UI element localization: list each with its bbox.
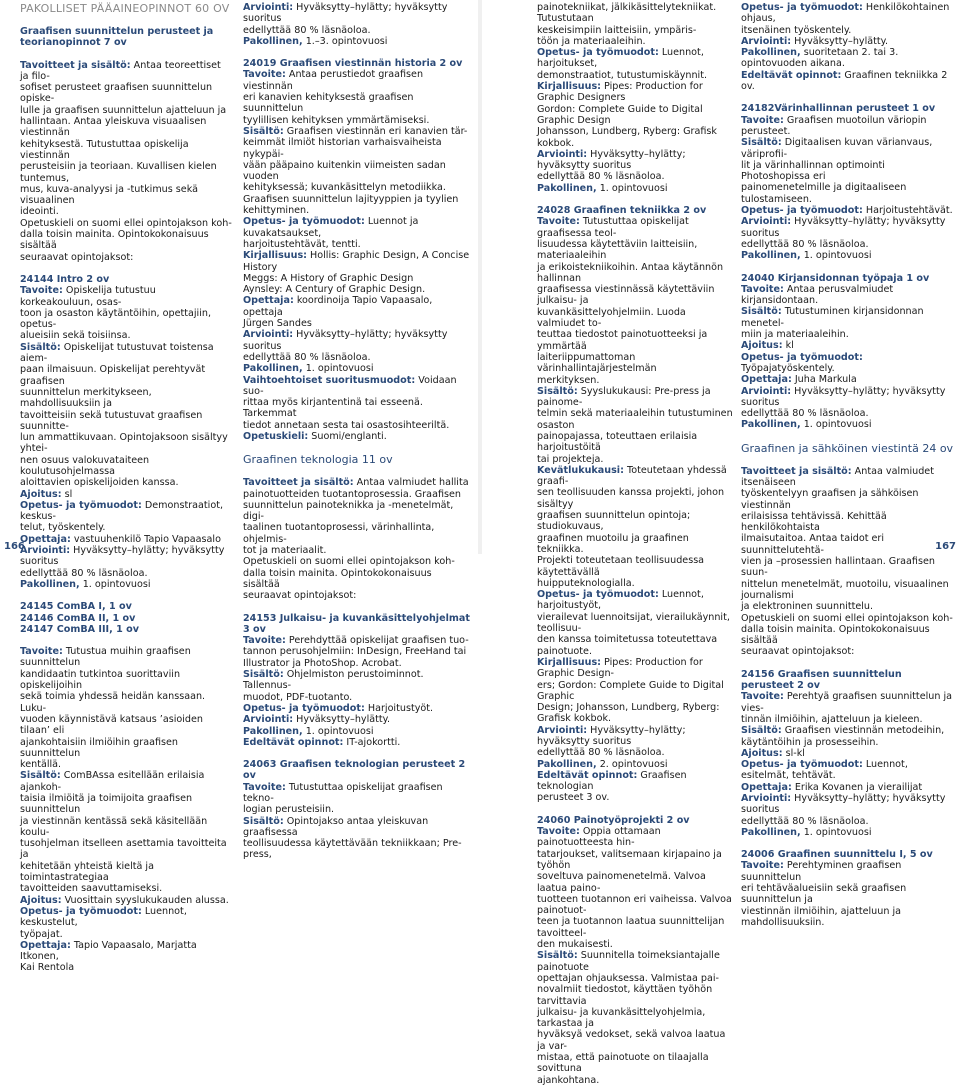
body-line: muodot, PDF-tuotanto. bbox=[243, 691, 353, 703]
body-line: sofiset perusteet graafisen suunnittelun opiske- bbox=[20, 82, 213, 105]
page-number-right: 167 bbox=[935, 541, 956, 552]
spacer bbox=[741, 262, 956, 273]
body-line: edellyttää 80 % läsnäoloa. bbox=[741, 408, 869, 420]
body-line: Tavoite: Tutustua muihin graafisen suunnittelun bbox=[20, 646, 191, 669]
body-line: Ajoitus: kl bbox=[741, 340, 794, 352]
body-line: Ajoitus: Vuosittain syyslukukauden alussa. bbox=[20, 894, 229, 906]
body-line: edellyttää 80 % läsnäoloa. bbox=[537, 747, 665, 759]
body-line: Jürgen Sandes bbox=[243, 318, 312, 330]
body-line: Graafisen suunnittelun lajityyppien ja tyylien bbox=[243, 193, 459, 205]
body-line: perusteisiin ja teoriaan. Kuvallisen kielen tuntemus, bbox=[20, 161, 217, 184]
body-line: Pakollinen, 1. opintovuosi bbox=[20, 578, 151, 590]
course-heading: 24156 Graafisen suunnittelun perusteet 2 ov bbox=[741, 668, 902, 692]
body-line: edellyttää 80 % läsnäoloa. bbox=[741, 238, 869, 250]
body-line: Kirjallisuus: Hollis: Graphic Design, A Concise History bbox=[243, 250, 470, 273]
course-heading: 24028 Graafinen tekniikka 2 ov bbox=[537, 205, 707, 217]
body-line: eri tehtäväalueisiin sekä graafisen suunnittelun ja bbox=[741, 883, 907, 906]
body-line: vierailevat luennoitsijat, vierailukäynnit, teollisuu- bbox=[537, 611, 730, 635]
body-line: telmin sekä materiaaleihin tutustuminen osaston bbox=[537, 408, 733, 431]
body-line: harjoitustehtävät, tentti. bbox=[243, 238, 361, 250]
body-line: Tavoite: Tutustuttaa opiskelijat graafisen tekno- bbox=[243, 781, 443, 804]
body-line: tai projekteja. bbox=[537, 453, 604, 465]
body-line: paan ilmaisuun. Opiskelijat perehtyvät graafisen bbox=[20, 364, 206, 387]
body-line: eri kanavien kehityksestä graafisen suunnittelun bbox=[243, 92, 414, 115]
course-heading: 24145 ComBA I, 1 ov bbox=[20, 601, 132, 613]
body-line: Arviointi: Hyväksytty–hylätty. bbox=[243, 714, 391, 726]
body-line: työpajat. bbox=[20, 928, 63, 940]
body-line: tatarjoukset, valitsemaan kirjapaino ja työhön bbox=[537, 848, 722, 871]
body-line: keskeisimpiin laitteisiin, ympäris- bbox=[537, 24, 697, 36]
body-line: Pakollinen, 1. opintovuosi bbox=[537, 182, 668, 194]
spacer bbox=[243, 748, 471, 759]
body-line: den mukaisesti. bbox=[537, 939, 613, 951]
body-line: edellyttää 80 % läsnäoloa. bbox=[20, 567, 148, 579]
course-heading: 24040 Kirjansidonnan työpaja 1 ov bbox=[741, 272, 930, 284]
subsection-title: Graafinen ja sähköinen viestintä 24 ov bbox=[741, 441, 954, 455]
body-line: Opetus- ja työmuodot: Luennot, harjoitukset, bbox=[537, 47, 704, 70]
body-line: lisuudessa käytettäviin laitteisiin, materiaaleihin bbox=[537, 238, 698, 262]
body-line: teuttaa tiedostot painotuotteeksi ja ymmärtää bbox=[537, 329, 708, 352]
body-line: Tavoite: Tutustuttaa opiskelijat graafisessa teol- bbox=[537, 216, 689, 239]
body-line: Gordon: Complete Guide to Digital Graphic Design bbox=[537, 103, 703, 126]
body-line: Opettaja: koordinoija Tapio Vapaasalo, opettaja bbox=[243, 295, 433, 318]
body-line: edellyttää 80 % läsnäoloa. bbox=[537, 171, 665, 183]
body-line: Pakollinen, 1. opintovuosi bbox=[243, 363, 374, 375]
body-line: töön ja materiaaleihin. bbox=[537, 35, 646, 47]
body-line: työskentelyyn graafisen ja sähköisen viestinnän bbox=[741, 488, 919, 511]
body-line: Opetus- ja työmuodot: Demonstraatiot, keskus- bbox=[20, 499, 224, 523]
body-line: ajankohtaisiin ilmiöihin graafisen suunnittelun bbox=[20, 736, 179, 759]
body-line: Kai Rentola bbox=[20, 962, 75, 974]
body-line: Ajoitus: sl-kl bbox=[741, 747, 805, 759]
course-heading: 24019 Graafisen viestinnän historia 2 ov bbox=[243, 58, 463, 70]
body-line: mistaa, että painotuote on tilaajalla sovittuna bbox=[537, 1052, 709, 1075]
body-line: Arviointi: Hyväksytty–hylätty; hyväksytty suoritus bbox=[741, 216, 946, 239]
left-column-2 bbox=[243, 2, 471, 861]
body-line: graafisen suunnittelun opintoja; studiokuvaus, bbox=[537, 510, 691, 533]
body-line: Projekti toteutetaan teollisuudessa käytettävällä bbox=[537, 555, 705, 578]
spacer bbox=[243, 602, 471, 613]
body-line: Tavoite: Graafisen muotoilun väriopin perusteet. bbox=[741, 114, 927, 137]
body-line: ers; Gordon: Complete Guide to Digital Graphic bbox=[537, 679, 724, 702]
body-line: kehittyminen. bbox=[243, 205, 310, 217]
spacer bbox=[20, 590, 232, 601]
body-line: Opetus- ja työmuodot: Harjoitustyöt. bbox=[243, 702, 434, 714]
body-line: ideointi. bbox=[20, 206, 59, 218]
course-heading: 24182Värinhallinnan perusteet 1 ov bbox=[741, 103, 936, 115]
body-line: vuoden käynnistävä katsaus ’asioiden tilaan’ eli bbox=[20, 713, 203, 737]
body-line: kehityksessä; kuvankäsittelyn metodiikka. bbox=[243, 182, 446, 194]
body-line: sekä toimia yhdessä heidän kanssaan. Luku- bbox=[20, 691, 206, 714]
body-line: käytäntöihin ja prosesseihin. bbox=[741, 736, 879, 748]
body-line: nittelun menetelmät, muotoilu, visuaalinen journalismi bbox=[741, 578, 949, 601]
spacer bbox=[741, 838, 956, 849]
body-line: viestinnän ilmiöihin, ajatteluun ja mahdollisuuksiin. bbox=[741, 905, 901, 928]
body-line: graafinen muotoilu ja graafinen tekniikka. bbox=[537, 532, 689, 555]
body-line: seuraavat opintojaksot: bbox=[20, 251, 134, 263]
body-line: tannon perusohjelmiin: InDesign, FreeHand tai bbox=[243, 646, 467, 658]
body-line: rittaa myös kirjantentinä tai esseenä. Tarkemmat bbox=[243, 397, 423, 420]
body-line: suunnittelun painoteknikka ja -menetelmät, digi- bbox=[243, 499, 454, 523]
body-line: Opetus- ja työmuodot: Luennot ja kuvakatsaukset, bbox=[243, 216, 419, 239]
body-line: Sisältö: Ohjelmiston perustoiminnot. Tallennus- bbox=[243, 669, 424, 692]
body-line: Edeltävät opinnot: IT-ajokortti. bbox=[243, 736, 401, 748]
spacer bbox=[537, 804, 735, 815]
course-heading: 24144 Intro 2 ov bbox=[20, 273, 110, 285]
body-line: tavoitteiden saavuttamiseksi. bbox=[20, 883, 163, 895]
body-line: itsenäinen työskentely. bbox=[741, 24, 852, 36]
body-line: erilaisissa tehtävissä. Kehittää henkilökohtaista bbox=[741, 510, 887, 534]
body-line: vään pääpaino kuitenkin viimeisten sadan vuoden bbox=[243, 159, 446, 183]
body-line: Opetuskieli on suomi ellei opintojakson koh- bbox=[20, 217, 232, 229]
body-line: Sisältö: Digitaalisen kuvan värianvaus, väriprofii- bbox=[741, 137, 933, 160]
body-line: Sisältö: Graafisen viestinnän metodeihin, bbox=[741, 725, 945, 737]
body-line: Sisältö: Opintojakso antaa yleiskuvan graafisessa bbox=[243, 815, 429, 838]
body-line: Ajoitus: sl bbox=[20, 488, 73, 500]
spacer bbox=[741, 92, 956, 103]
body-line: Tavoite: Opiskelija tutustuu korkeakouluun, osas- bbox=[20, 285, 156, 308]
left-page bbox=[0, 0, 478, 974]
body-line: lulle ja graafisen suunnittelun ajatteluun ja bbox=[20, 104, 227, 116]
body-line: merkityksen. bbox=[537, 374, 600, 386]
spacer bbox=[741, 431, 956, 442]
body-line: julkaisu- ja kuvankäsittelyohjelmia, tarkastaa ja bbox=[537, 1006, 706, 1030]
body-line: Vaihtoehtoiset suoritusmuodot: Voidaan suo- bbox=[243, 374, 457, 397]
spacer bbox=[741, 658, 956, 669]
body-line: tyylillisen kehityksen ymmärtämiseksi. bbox=[243, 114, 430, 126]
body-line: Edeltävät opinnot: Graafinen tekniikka 2 ov. bbox=[741, 69, 948, 93]
body-line: opettajan ohjauksessa. Valmistaa pai- bbox=[537, 972, 719, 984]
body-line: Opetus- ja työmuodot: Henkilökohtainen ohjaus, bbox=[741, 2, 950, 25]
course-heading: 24060 Painotyöprojekti 2 ov bbox=[537, 814, 690, 826]
body-line: taisia ilmiöitä ja toimijoita graafisen suunnittelun bbox=[20, 793, 193, 816]
body-line: graafisessa viestinnässä käytettäviin julkaisu- ja bbox=[537, 284, 715, 307]
body-line: Tavoite: Perehtyä graafisen suunnittelun ja vies- bbox=[741, 691, 953, 714]
body-line: Arviointi: Hyväksytty–hylätty; hyväksytty suoritus bbox=[243, 329, 448, 352]
body-line: taalinen tuotantoprosessi, värinhallinta, ohjelmis- bbox=[243, 522, 435, 545]
body-line: lun ammattikuvaan. Opintojaksoon sisältyy yhtei- bbox=[20, 432, 228, 455]
course-heading: 24063 Graafisen teknologian perusteet 2 ov bbox=[243, 759, 466, 782]
body-line: ilmaisutaitoa. Antaa taidot eri suunnittelutehtä- bbox=[741, 533, 885, 556]
body-line: Opettaja: Juha Markula bbox=[741, 374, 857, 386]
body-line: seuraavat opintojaksot: bbox=[243, 590, 357, 602]
body-line: edellyttää 80 % läsnäoloa. bbox=[243, 351, 371, 363]
body-line: Opettaja: Erika Kovanen ja vierailijat bbox=[741, 781, 923, 793]
body-line: alueisiin sekä toisiinsa. bbox=[20, 330, 131, 342]
body-line: tot ja materiaalit. bbox=[243, 545, 327, 557]
body-line: telut, työskentely. bbox=[20, 522, 106, 534]
body-line: Tavoitteet ja sisältö: Antaa teoreettiset ja filo- bbox=[20, 59, 221, 82]
body-line: Tavoitteet ja sisältö: Antaa valmiudet hallita bbox=[243, 477, 469, 489]
body-line: Edeltävät opinnot: Graafisen teknologian bbox=[537, 769, 687, 793]
body-line: Tavoite: Oppia ottamaan painotuotteesta hin- bbox=[537, 826, 661, 849]
body-line: Opetus- ja työmuodot: Luennot, esitelmät, tehtävät. bbox=[741, 759, 908, 782]
body-line: Arviointi: Hyväksytty–hylätty; hyväksytty suoritus bbox=[537, 148, 686, 172]
body-line: Design; Johansson, Lundberg, Ryberg: Grafisk kokbok. bbox=[537, 702, 720, 725]
body-line: laiteriippumattoman värinhallintajärjestelmän bbox=[537, 351, 657, 375]
body-line: novalmiit tiedostot, käyttäen työhön tarvittavia bbox=[537, 984, 713, 1007]
body-line: edellyttää 80 % läsnäoloa. bbox=[243, 24, 371, 36]
spacer bbox=[243, 47, 471, 58]
spacer bbox=[243, 442, 471, 453]
body-line: kandidaatin tutkintoa suorittaviin opiskelijoihin bbox=[20, 668, 181, 692]
body-line: ja elektroninen suunnittelu. bbox=[741, 601, 874, 613]
body-line: seuraavat opintojaksot: bbox=[741, 646, 855, 658]
body-line: Pakollinen, suoritetaan 2. tai 3. opintovuoden aikana. bbox=[741, 47, 899, 70]
body-line: Opettaja: vastuuhenkilö Tapio Vapaasalo bbox=[20, 533, 221, 545]
body-line: Pakollinen, 1.–3. opintovuosi bbox=[243, 35, 388, 47]
body-line: huipputeknologialla. bbox=[537, 577, 635, 589]
body-line: Arviointi: Hyväksytty–hylätty; hyväksytty suoritus bbox=[20, 545, 225, 568]
body-line: Tavoite: Perehdyttää opiskelijat graafisen tuo- bbox=[243, 635, 469, 647]
body-line: Sisältö: Syyslukukausi: Pre-press ja painome- bbox=[537, 385, 711, 409]
body-line: Kirjallisuus: Pipes: Production for Graphic Design- bbox=[537, 656, 703, 680]
body-line: soveltuva painomenetelmä. Valvoa laatua paino- bbox=[537, 871, 706, 894]
body-line: Tavoite: Antaa perusvalmiudet kirjansidontaan. bbox=[741, 283, 894, 307]
body-line: den kanssa toimitetussa toteutettava painotuote. bbox=[537, 634, 718, 657]
body-line: lit ja värinhallinnan optimointi Photoshopissa eri bbox=[741, 159, 885, 183]
body-line: teen ja tuotannon laatua suunnittelijan tavoitteel- bbox=[537, 916, 725, 939]
section-title: PAKOLLISET PÄÄAINEOPINNOT 60 OV bbox=[20, 2, 230, 15]
body-line: Pakollinen, 1. opintovuosi bbox=[741, 419, 872, 431]
body-line: logian perusteisiin. bbox=[243, 804, 335, 816]
subsection-title: Graafisen suunnittelun perusteet ja bbox=[20, 26, 214, 37]
body-line: Arviointi: Hyväksytty–hylätty. bbox=[741, 35, 889, 47]
body-line: hyväksyä vedokset, sekä valvoa laatua ja var- bbox=[537, 1029, 726, 1052]
body-line: Pakollinen, 1. opintovuosi bbox=[741, 250, 872, 262]
body-line: keimmät ilmiöt historian varhaisvaiheista nykypäi- bbox=[243, 137, 442, 160]
body-line: demonstraatiot, tutustumiskäynnit. bbox=[537, 69, 708, 81]
body-line: Johansson, Lundberg, Ryberg: Grafisk kokbok. bbox=[537, 126, 717, 149]
body-line: suunnittelun merkitykseen, mahdollisuuksiin ja bbox=[20, 386, 152, 410]
body-line: tuotteen tuotannon eri vaiheissa. Valvoa painotuot- bbox=[537, 893, 732, 917]
body-line: ja viestinnän kentässä sekä käsitellään koulu- bbox=[20, 815, 208, 838]
body-line: kehityksestä. Tutustuttaa opiskelija viestinnän bbox=[20, 138, 189, 161]
spacer bbox=[537, 194, 735, 205]
body-line: Illustrator ja PhotoShop. Acrobat. bbox=[243, 657, 402, 669]
body-line: Arviointi: Hyväksytty–hylätty; hyväksytty suoritus bbox=[537, 724, 686, 747]
spacer bbox=[741, 455, 956, 466]
right-column-1 bbox=[537, 2, 735, 1086]
body-line: Opetuskieli: Suomi/englanti. bbox=[243, 430, 387, 442]
body-line: Tavoite: Perehtyminen graafisen suunnittelun bbox=[741, 860, 902, 883]
body-line: Arviointi: Hyväksytty–hylätty; hyväksytty suoritus bbox=[741, 793, 946, 816]
course-heading: 24153 Julkaisu- ja kuvankäsittelyohjelmat 3 ov bbox=[243, 612, 470, 635]
body-line: kehitetään yhteistä kieltä ja toimintastrategiaa bbox=[20, 860, 154, 884]
right-column-2 bbox=[741, 2, 956, 928]
body-line: Tavoitteet ja sisältö: Antaa valmiudet itsenäiseen bbox=[741, 465, 934, 488]
spacer bbox=[20, 15, 232, 26]
body-line: Meggs: A History of Graphic Design bbox=[243, 272, 414, 284]
body-line: Sisältö: Graafisen viestinnän eri kanavien tär- bbox=[243, 125, 468, 137]
body-line: painotuotteiden tuotantoprosessia. Graafisen bbox=[243, 488, 461, 500]
body-line: vien ja –prosessien hallintaan. Graafisen suun- bbox=[741, 556, 935, 579]
course-heading: 24006 Graafinen suunnittelu I, 5 ov bbox=[741, 849, 933, 861]
body-line: ajankohtana. bbox=[537, 1074, 600, 1086]
body-line: hallintaan. Antaa yleiskuva visuaalisen viestinnän bbox=[20, 116, 207, 139]
body-line: teollisuudessa käytettävään tekniikkaan; Pre-press, bbox=[243, 838, 462, 861]
body-line: toon ja osaston käytäntöihin, opettajiin, opetus- bbox=[20, 307, 212, 331]
body-line: miin ja materiaaleihin. bbox=[741, 329, 849, 341]
body-line: perusteet 3 ov. bbox=[537, 792, 610, 804]
body-line: tiedot annetaan sesta tai osastosihteeriltä. bbox=[243, 419, 450, 431]
body-line: Pakollinen, 1. opintovuosi bbox=[741, 826, 872, 838]
body-line: Tavoite: Antaa perustiedot graafisen viestinnän bbox=[243, 69, 424, 92]
body-line: Opetus- ja työmuodot: Luennot, keskustelut, bbox=[20, 905, 187, 929]
body-line: tusohjelman itselleen asettamia tavoitteita ja bbox=[20, 838, 227, 861]
body-line: mus, kuva-analyysi ja -tutkimus sekä visuaalinen bbox=[20, 183, 198, 207]
body-line: Opettaja: Tapio Vapaasalo, Marjatta Itkonen, bbox=[20, 939, 197, 963]
body-line: Kirjallisuus: Pipes: Production for Graphic Designers bbox=[537, 81, 703, 104]
page-number-left: 166 bbox=[4, 541, 25, 552]
body-line: painotekniikat, jälkikäsittelytekniikat. Tutustutaan bbox=[537, 2, 717, 25]
body-line: Pakollinen, 1. opintovuosi bbox=[243, 725, 374, 737]
spacer bbox=[20, 635, 232, 646]
body-line: dalla toisin mainita. Opintokokonaisuus sisältää bbox=[243, 567, 432, 590]
body-line: Sisältö: Opiskelijat tutustuvat toistensa aiem- bbox=[20, 341, 214, 365]
body-line: kuvankäsittelyohjelmiin. Luoda valmiudet to- bbox=[537, 306, 686, 330]
body-line: edellyttää 80 % läsnäoloa. bbox=[741, 815, 869, 827]
right-page bbox=[482, 0, 960, 1086]
body-line: Opetuskieli on suomi ellei opintojakson koh- bbox=[243, 556, 455, 568]
body-line: Opetus- ja työmuodot: Työpajatyöskentely. bbox=[741, 351, 863, 374]
body-line: painomenetelmille ja digitaaliseen tulostamiseen. bbox=[741, 182, 907, 205]
body-line: Sisältö: ComBAssa esitellään erilaisia ajankoh- bbox=[20, 770, 205, 793]
body-line: tinnän ilmiöihin, ajatteluun ja kieleen. bbox=[741, 713, 923, 725]
course-heading: 24147 ComBA III, 1 ov bbox=[20, 623, 139, 635]
body-line: aloittavien opiskelijoiden kanssa. bbox=[20, 477, 179, 489]
body-line: Sisältö: Suunnitella toimeksiantajalle painotuote bbox=[537, 950, 720, 973]
spacer bbox=[243, 466, 471, 477]
body-line: Sisältö: Tutustuminen kirjansidonnan menetel- bbox=[741, 306, 924, 329]
left-column-1 bbox=[20, 2, 232, 974]
spacer bbox=[20, 49, 232, 60]
body-line: sen teollisuuden kanssa projekti, johon sisältyy bbox=[537, 487, 725, 510]
body-line: dalla toisin mainita. Opintokokonaisuus sisältää bbox=[20, 229, 209, 252]
body-line: Pakollinen, 2. opintovuosi bbox=[537, 758, 668, 770]
body-line: Opetus- ja työmuodot: Luennot, harjoitustyöt, bbox=[537, 589, 704, 612]
body-line: kentällä. bbox=[20, 759, 62, 771]
body-line: Arviointi: Hyväksytty–hylätty; hyväksytty suoritus bbox=[243, 2, 448, 25]
body-line: Opetuskieli on suomi ellei opintojakson koh- bbox=[741, 612, 953, 624]
body-line: Aynsley: A Century of Graphic Design. bbox=[243, 284, 426, 296]
body-line: nen osuus valokuvataiteen koulutusohjelmassa bbox=[20, 454, 150, 477]
body-line: tavoitteisiin sekä tutustuvat graafisen suunnitte- bbox=[20, 409, 203, 432]
body-line: Kevätlukukausi: Toteutetaan yhdessä graafi- bbox=[537, 464, 727, 488]
body-line: dalla toisin mainita. Opintokokonaisuus sisältää bbox=[741, 623, 930, 647]
body-line: painopajassa, toteuttaen erilaisia harjoitustöitä bbox=[537, 430, 698, 454]
body-line: ja erikoistekniikoihin. Antaa käytännön hallinnan bbox=[537, 261, 724, 284]
spacer bbox=[20, 263, 232, 274]
body-line: Arviointi: Hyväksytty–hylätty; hyväksytty suoritus bbox=[741, 385, 946, 408]
body-line: Opetus- ja työmuodot: Harjoitustehtävät. bbox=[741, 205, 953, 217]
course-heading: 24146 ComBA II, 1 ov bbox=[20, 612, 136, 624]
subsection-title: teorianopinnot 7 ov bbox=[20, 37, 127, 49]
subsection-title: Graafinen teknologia 11 ov bbox=[243, 453, 393, 467]
